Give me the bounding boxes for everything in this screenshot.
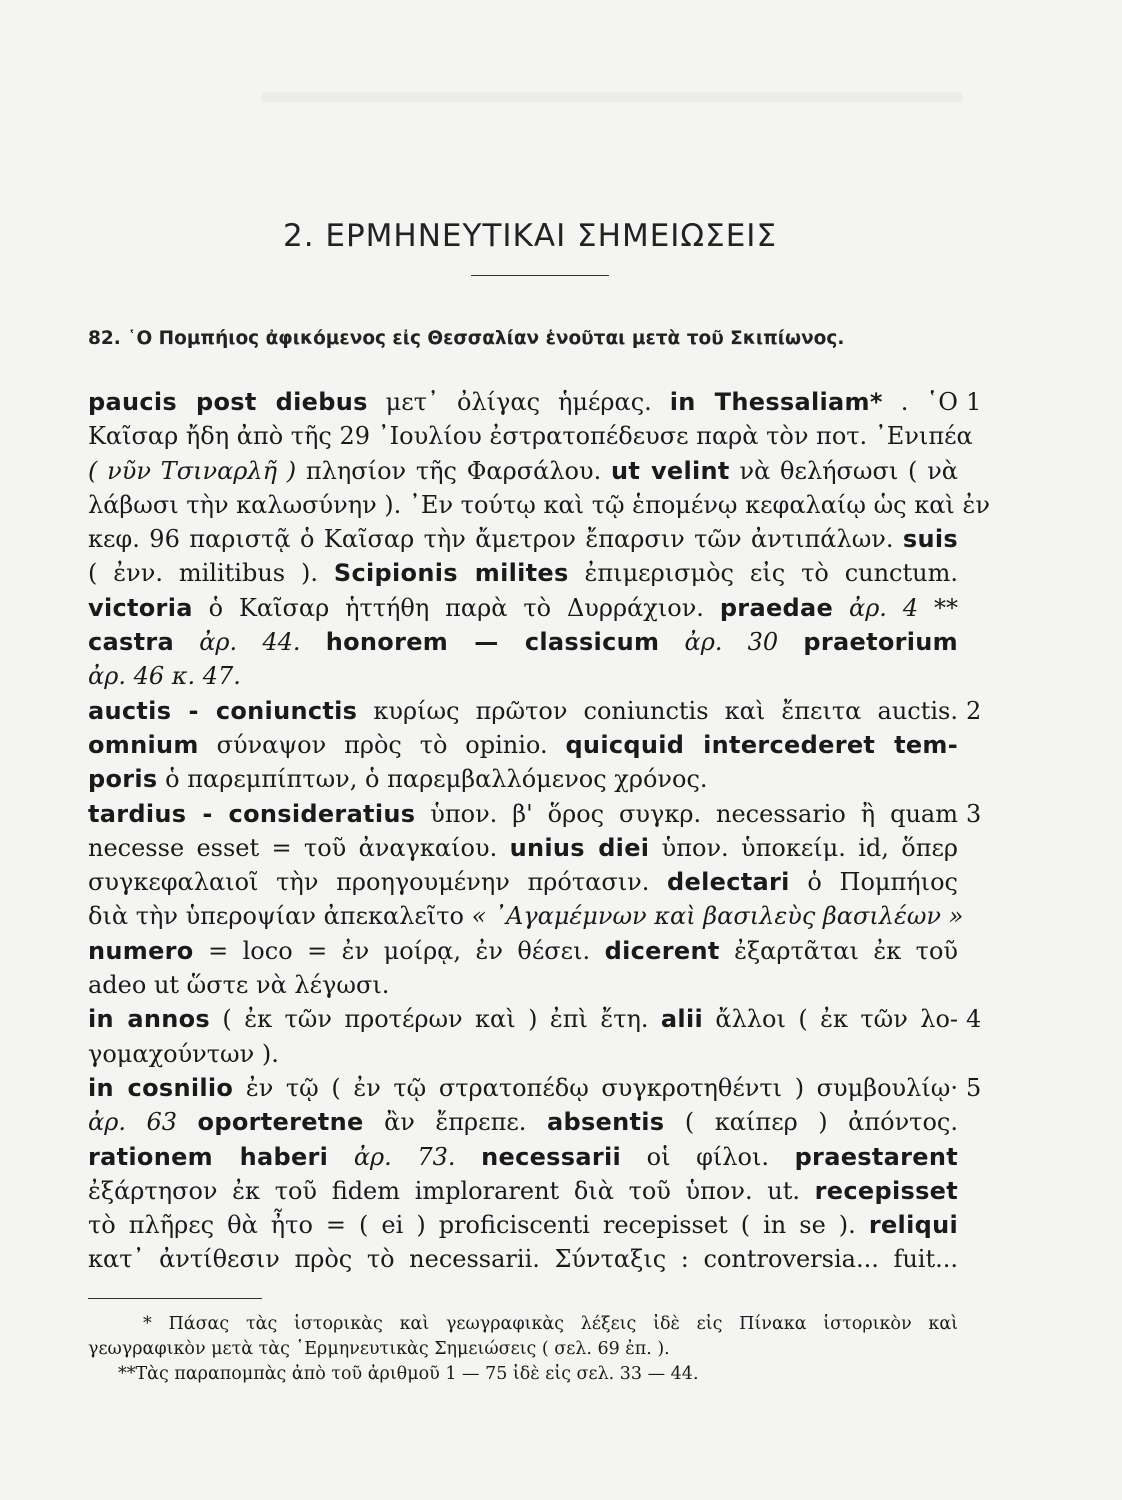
gloss-text: γομαχούντων ).	[88, 1039, 279, 1068]
commentary-line	[88, 659, 958, 693]
commentary-line	[88, 556, 958, 590]
lemma: dicerent	[604, 936, 720, 965]
commentary-line	[88, 899, 964, 933]
gloss-text: ὁ Πομπήιος	[807, 868, 958, 897]
lemma: praestarent	[794, 1142, 958, 1171]
italic-text: ἀρ. 73.	[353, 1142, 482, 1171]
gloss-text: οἱ φίλοι.	[646, 1142, 795, 1171]
lemma: Scipionis milites	[333, 559, 569, 588]
footnote-line: * Πάσας τὰς ἱστορικὰς καὶ γεωγραφικὰς λέξεις ἰδὲ εἰς Πίνακα ἱστορικὸν καὶ	[143, 1314, 958, 1334]
lemma: alii	[660, 1005, 703, 1034]
lemma: poris	[88, 765, 158, 794]
show-through-mark	[262, 92, 962, 102]
gloss-text: necesse esset = τοῦ ἀναγκαίου.	[88, 833, 510, 862]
gloss-text: ἐν τῷ ( ἐν τῷ στρατοπέδῳ συγκροτηθέντι ) συμβουλίῳ·	[245, 1073, 958, 1102]
commentary-line	[88, 625, 958, 659]
lemma: honorem — classicum	[325, 628, 660, 657]
gloss-text: πλησίον τῆς Φαρσάλου.	[305, 456, 611, 485]
footnote-line: γεωγραφικὸν μετὰ τὰς ῾Ερμηνευτικὰς Σημειώσεις ( σελ. 69 ἐπ. ).	[88, 1339, 670, 1359]
section-number: 4	[966, 1005, 982, 1034]
italic-text: ἀρ. 44.	[199, 628, 326, 657]
gloss-text: Καῖσαρ ἤδη ἀπὸ τῆς 29 ᾿Ιουλίου ἐστρατοπέδευσε παρὰ τὸν ποτ. ᾿Ενιπέα	[88, 422, 973, 451]
lemma: victoria	[88, 593, 193, 622]
commentary-line	[88, 728, 958, 762]
gloss-text: διὰ τὴν ὑπεροψίαν ἀπεκαλεῖτο	[88, 902, 472, 931]
chapter-heading: 82. ῾Ο Πομπήιος ἀφικόμενος εἰς Θεσσαλίαν ἑνοῦται μετὰ τοῦ Σκιπίωνος.	[88, 328, 845, 349]
gloss-text: κεφ. 96 παριστᾷ ὁ Καῖσαρ τὴν ἄμετρον ἔπαρσιν τῶν ἀντιπάλων.	[88, 525, 903, 554]
commentary-line	[88, 1071, 982, 1105]
italic-text: ἀρ. 30	[684, 628, 804, 657]
lemma: omnium	[88, 730, 199, 759]
lemma: praetorium	[803, 628, 958, 657]
lemma: oporteretne	[197, 1108, 364, 1137]
gloss-text: = loco = ἐν μοίρᾳ, ἐν θέσει.	[208, 936, 605, 965]
italic-text: « ᾿Αγαμέμνων καὶ βασιλεὺς βασιλέων »	[471, 902, 964, 931]
gloss-text: νὰ θελήσωσι ( νὰ	[739, 456, 958, 485]
lemma: reliqui	[868, 1211, 958, 1240]
commentary-line	[88, 454, 958, 488]
lemma: rationem haberi	[88, 1142, 329, 1171]
commentary-line	[88, 522, 958, 556]
lemma: tardius - consideratius	[88, 799, 416, 828]
gloss-text: λάβωσι τὴν καλωσύνην ). ᾿Εν τούτῳ καὶ τῷ ἑπομένῳ κεφαλαίῳ ὡς καὶ ἐν	[88, 490, 990, 519]
gloss-text: τὸ πλῆρες θὰ ἦτο = ( ei ) proficiscenti recepisset ( in se ).	[88, 1211, 869, 1240]
section-number: 5	[966, 1073, 982, 1102]
commentary-body	[88, 385, 990, 1277]
lemma: auctis - coniunctis	[88, 696, 358, 725]
lemma: in Thessaliam*	[669, 388, 883, 416]
gloss-text: ( ἐκ τῶν προτέρων καὶ ) ἐπὶ ἔτη.	[222, 1005, 661, 1034]
gloss-text: ἂν ἔπρεπε.	[384, 1108, 547, 1137]
commentary-line	[88, 1208, 958, 1242]
gloss-text: ( ἐνν. militibus ).	[88, 559, 334, 588]
title-rule	[471, 275, 609, 276]
lemma: necessarii	[481, 1142, 622, 1171]
gloss-text: ἐξαρτᾶται ἐκ τοῦ	[734, 936, 958, 965]
section-number: 3	[966, 799, 982, 828]
commentary-line	[88, 1140, 958, 1174]
gloss-text: ὁ παρεμπίπτων, ὁ παρεμβαλλόμενος χρόνος.	[165, 765, 708, 794]
footnote-rule	[88, 1298, 262, 1299]
lemma: delectari	[667, 868, 790, 897]
commentary-line	[88, 1037, 958, 1071]
commentary-line	[88, 762, 958, 796]
lemma: quicquid intercederet tem-	[565, 730, 958, 759]
commentary-line	[88, 694, 982, 728]
section-number: 2	[966, 696, 982, 725]
page-title: 2. ΕΡΜΗΝΕΥΤΙΚΑΙ ΣΗΜΕΙΩΣΕΙΣ	[282, 218, 778, 254]
commentary-line	[88, 831, 958, 865]
commentary-line	[88, 385, 982, 419]
gloss-text: ἄλλοι ( ἐκ τῶν λο-	[715, 1005, 959, 1034]
lemma: recepisset	[814, 1176, 958, 1205]
gloss-text: ἐξάρτησον ἐκ τοῦ fidem implorarent διὰ τοῦ ὑπον. ut.	[88, 1176, 815, 1205]
gloss-text: συγκεφαλαιοῖ τὴν προηγουμένην πρότασιν.	[88, 868, 668, 897]
gloss-text: ὁ Καῖσαρ ἡττήθη παρὰ τὸ Δυρράχιον.	[208, 593, 720, 622]
commentary-line	[88, 797, 982, 831]
lemma: paucis post diebus	[88, 388, 368, 416]
gloss-text: σύναψον πρὸς τὸ opinio.	[216, 730, 566, 759]
footnotes	[88, 1312, 958, 1387]
lemma: unius diei	[509, 833, 650, 862]
commentary-line	[88, 488, 990, 522]
gloss-text: κατ᾽ ἀντίθεσιν πρὸς τὸ necessarii. Σύνταξις : controversia... fuit...	[88, 1245, 958, 1274]
commentary-line	[88, 591, 958, 625]
footnote-line: **Τὰς παραπομπὰς ἀπὸ τοῦ ἀριθμοῦ 1 — 75 ἰδὲ εἰς σελ. 33 — 44.	[118, 1364, 699, 1384]
gloss-text: . ῾Ο	[900, 388, 958, 416]
gloss-text: ὑπον. β' ὅρος συγκρ. necessario ἢ quam	[430, 799, 958, 828]
commentary-line	[88, 968, 958, 1002]
commentary-line	[88, 934, 958, 968]
lemma: numero	[88, 936, 194, 965]
lemma: suis	[902, 525, 958, 554]
gloss-text: κυρίως πρῶτον coniunctis καὶ ἔπειτα auctis.	[373, 696, 958, 725]
section-number: 1	[966, 388, 982, 416]
commentary-line	[88, 1174, 958, 1208]
gloss-text: ἐπιμερισμὸς εἰς τὸ cunctum.	[584, 559, 958, 588]
lemma: ut velint	[611, 456, 730, 485]
gloss-text: ( καίπερ ) ἀπόντος.	[684, 1108, 958, 1137]
lemma: castra	[88, 628, 175, 657]
lemma: in cosnilio	[88, 1073, 234, 1102]
italic-text: ἀρ. 46 κ. 47.	[88, 662, 241, 691]
commentary-line	[88, 1002, 982, 1036]
lemma: in annos	[88, 1005, 210, 1034]
italic-text: ἀρ. 63	[88, 1108, 198, 1137]
gloss-text: ὑπον. ὑποκείμ. id, ὅπερ	[661, 833, 959, 862]
commentary-line	[88, 865, 958, 899]
italic-text: ( νῦν Τσιναρλῆ )	[88, 456, 297, 485]
commentary-line	[88, 419, 973, 453]
lemma: praedae	[719, 593, 834, 622]
italic-text: ἀρ. 4 **	[848, 593, 958, 622]
gloss-text: μετ᾽ ὀλίγας ἡμέρας.	[385, 388, 670, 416]
lemma: absentis	[546, 1108, 665, 1137]
gloss-text: adeo ut ὥστε νὰ λέγωσι.	[88, 971, 390, 1000]
commentary-line	[88, 1105, 958, 1139]
commentary-line	[88, 1242, 958, 1276]
